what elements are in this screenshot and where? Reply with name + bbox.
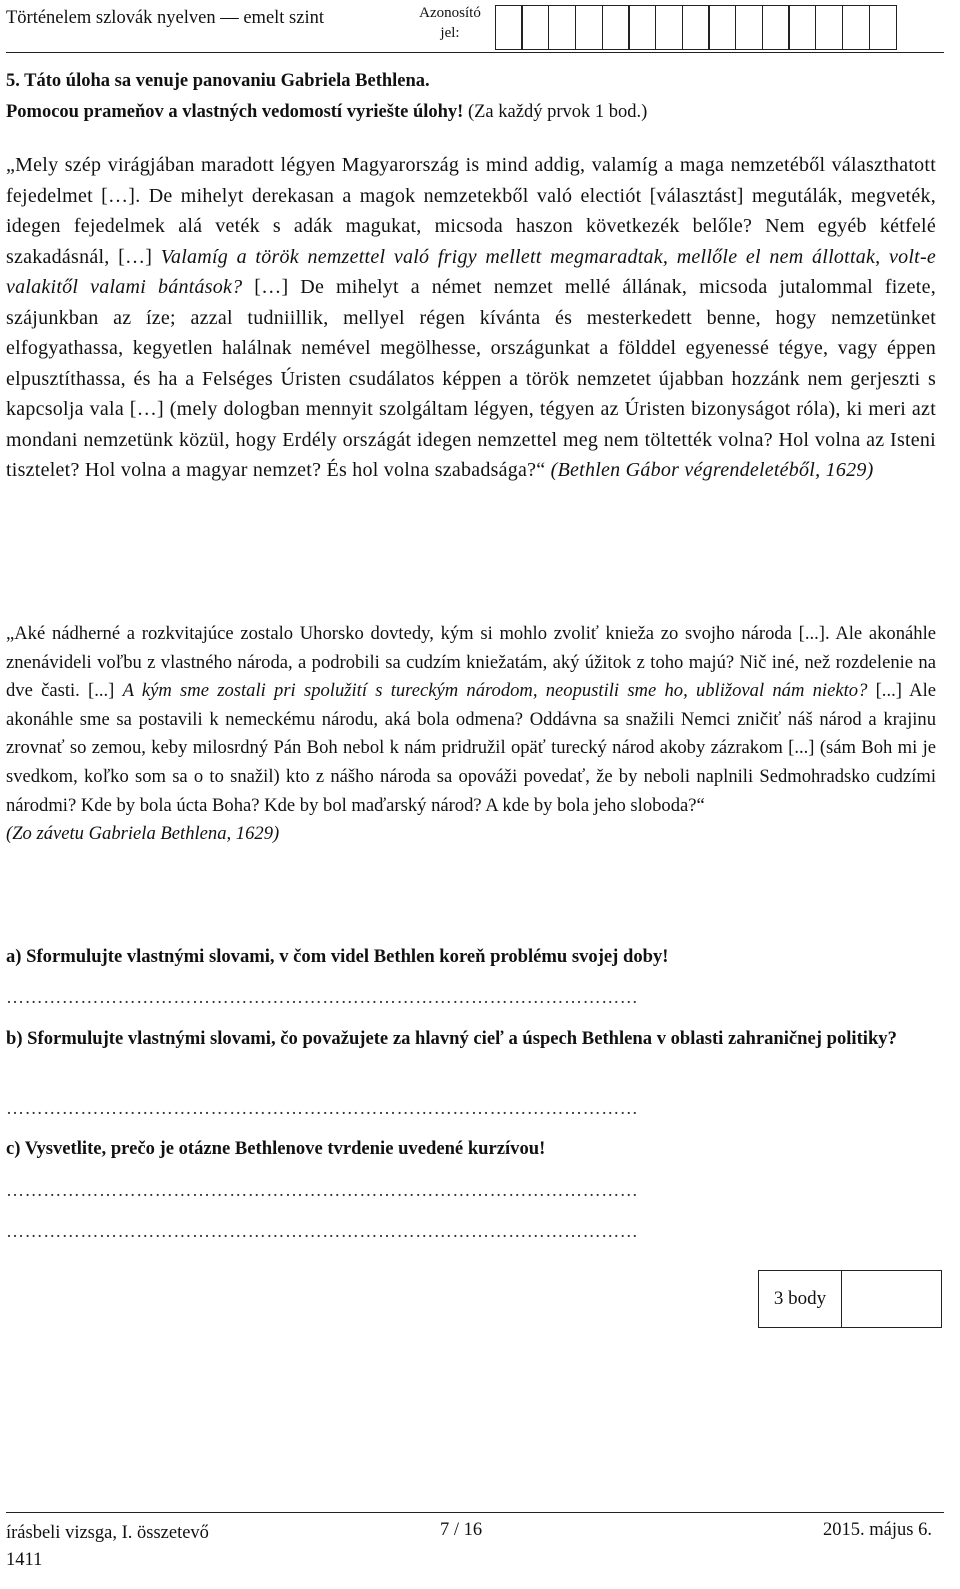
task-points-note: (Za každý prvok 1 bod.) (463, 102, 648, 122)
source-slovak-italic: A kým sme zostali pri spolužití s tureckým národom, neopustili sme ho, ubližoval nám niekto? (122, 680, 868, 702)
footer-date: 2015. május 6. (823, 1520, 932, 1540)
footer-left (6, 1520, 209, 1574)
question-a: a) Sformulujte vlastnými slovami, v čom videl Bethlen koreň problému svojej doby! (6, 946, 669, 967)
id-box[interactable] (762, 5, 790, 50)
id-box[interactable] (708, 5, 736, 50)
id-box[interactable] (682, 5, 710, 50)
id-label: Azonosító jel: (419, 5, 481, 41)
source-slovak-text-2: [...] Ale akonáhle sme sa postavili k nemeckému národu, aká bola odmena? Oddávna sa snažili Nemci zničiť náš národ a krajinu zrovnať so zemou, keby milosrdný Pán Boh nebol k nám pridružil opäť turecký národ akoby zázrakom [...] (sám Boh mi je svedkom, koľko som sa o to snažil) kto z nášho národa sa opováži povedať, že by neboli naplnili Sedmohradsko cudzími národmi? Kde by bola úcta Boha? Kde by bol maďarský národ? A kde by bola jeho sloboda?“ (6, 680, 937, 816)
id-box[interactable] (628, 5, 656, 50)
source-slovak-citation: (Zo závetu Gabriela Bethlena, 1629) (6, 823, 280, 845)
footer-rule (6, 1512, 944, 1513)
id-boxes (496, 5, 897, 50)
source-hungarian-text-1: „Mely szép virágjában maradott légyen Magyarország is mind addig, valamíg a maga nemzetéből választhatott fejedelmet […]. De mihelyt derekasan a magok nemzetekből való electiót [választást] megutálák, megveték, idegen fejedelmek alá veték s adák magukat, micsoda haszon következék belőle? Nem egyéb kétfelé szakadásnál, […] (6, 154, 936, 268)
source-slovak-text-1: „Aké nádherné a rozkvitajúce zostalo Uhorsko dovtedy, kým si mohlo zvoliť knieža zo svojho národa [...]. Ale akonáhle znenávideli voľbu z vlastného národa, a podrobili sa cudzím kniežatám, aký úžitok z toho majú? Nič iné, než rozdelenie na dve časti. [...] (6, 623, 936, 702)
answer-line-c1[interactable]: ………………………………………………………………………………………… (6, 1180, 639, 1200)
points-label: 3 body (759, 1271, 842, 1327)
source-slovak (6, 620, 936, 849)
id-box[interactable] (869, 5, 897, 50)
points-score-cell[interactable] (842, 1271, 941, 1327)
id-box[interactable] (815, 5, 843, 50)
answer-line-b[interactable]: ………………………………………………………………………………………… (6, 1098, 639, 1118)
answer-line-c2[interactable]: ………………………………………………………………………………………… (6, 1221, 639, 1241)
id-box[interactable] (735, 5, 763, 50)
id-box[interactable] (602, 5, 630, 50)
page-header-title: Történelem szlovák nyelven — emelt szint (6, 8, 324, 28)
task-instruction: Pomocou prameňov a vlastných vedomostí vyriešte úlohy! (6, 102, 464, 122)
id-box[interactable] (842, 5, 870, 50)
id-box[interactable] (521, 5, 549, 50)
footer-code: 1411 (6, 1550, 43, 1570)
id-box[interactable] (788, 5, 816, 50)
source-hungarian-italic: Valamíg a török nemzettel való frigy mellett megmaradtak, mellőle el nem állottak, volt-e valakitől valami bántások? (6, 245, 937, 298)
source-hungarian (6, 150, 936, 486)
id-box[interactable] (495, 5, 523, 50)
task-title: 5. Táto úloha sa venuje panovaniu Gabriela Bethlena. (6, 71, 430, 91)
source-hungarian-text-2: […] De mihelyt a német nemzet mellé állának, micsoda jutalommal fizete, szájunkban az íze; azzal tudniillik, mellyel régen kívánta és mesterkedett benne, hogy nemzetünket elfogyathassa, kegyetlen halálnak nemével megölhesse, országunkat a földdel egyenessé tégye, vagy éppen elpusztíthassa, és ha a Felséges Úristen csudálatos képpen a török nemzetet újabban hozzánk nem gerjeszti s kapcsolja vala […] (mely dologban mennyit szolgáltam légyen, tégyen az Úristen bizonyságot róla), ki meri azt mondani nemzetünk közül, hogy Erdély országát idegen nemzettel meg nem töltették volna? Hol volna az Isteni tisztelet? Hol volna a magyar nemzet? És hol volna szabadsága?“ (6, 276, 936, 481)
question-b: b) Sformulujte vlastnými slovami, čo považujete za hlavný cieľ a úspech Bethlena v oblasti zahraničnej politiky? (6, 1028, 897, 1049)
source-hungarian-citation: (Bethlen Gábor végrendeletéből, 1629) (550, 459, 874, 481)
task-heading (6, 66, 936, 128)
points-box (758, 1270, 942, 1328)
header-rule (6, 52, 944, 53)
id-box[interactable] (575, 5, 603, 50)
answer-line-a[interactable]: ………………………………………………………………………………………… (6, 987, 639, 1007)
question-c: c) Vysvetlite, prečo je otázne Bethlenove tvrdenie uvedené kurzívou! (6, 1138, 546, 1159)
id-box[interactable] (655, 5, 683, 50)
footer-exam-name: írásbeli vizsga, I. összetevő (6, 1523, 209, 1543)
id-box[interactable] (548, 5, 576, 50)
footer-page-number: 7 / 16 (440, 1520, 483, 1540)
